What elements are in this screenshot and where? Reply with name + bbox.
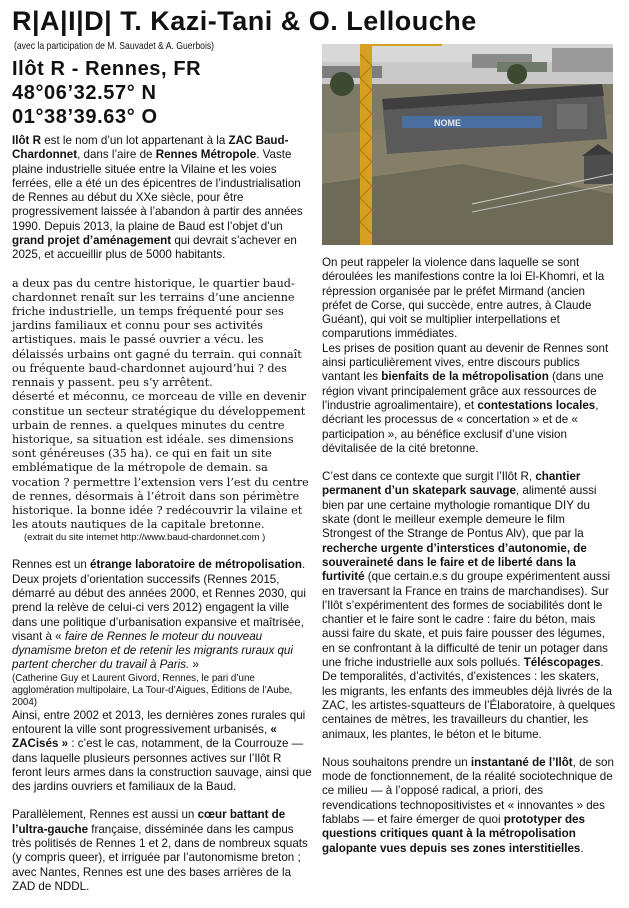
citation: (Catherine Guy et Laurent Givord, Rennes, le pari d’une agglomération multipolaire, La Tour-d’Aigues, Éditions de l’Aube, 2004)	[12, 672, 293, 708]
left-column	[12, 134, 312, 908]
website-quote	[12, 277, 312, 545]
quote-source: (extrait du site internet http://www.baud-chardonnet.com )	[24, 532, 266, 544]
intro-paragraph: Ilôt R est le nom d’un lot appartenant à la ZAC Baud-Chardonnet, dans l’aire de Rennes Métropole. Vaste plaine industrielle située entre la Vilaine et les voies ferrées, elle a été un des épicentres de l’industrialisation de Rennes au début du XXe siècle, pour être progressivement laissée à l’abandon à partir des années 1990. Depuis 2013, la plaine de Baud est l’objet d’un grand projet d’aménagement qui devrait s’achever en 2025, et accueillir plus de 5000 habitants.	[12, 134, 303, 262]
quote-paragraph-1: a deux pas du centre historique, le quartier baud-chardonnet renaît sur les terrains d’une ancienne friche industrielle, un temps fréquenté pour ses jardins familiaux et connu pour ses activités artistiques. mais le passé ouvrier a vécu. les délaissés urbains ont gagné du terrain. qui connaît ou fréquente baud-chardonnet aujourd’hui ? des rennais y passent. peu s’y arrêtent.	[12, 276, 302, 390]
site-photo	[322, 44, 613, 245]
positions-paragraph: Les prises de position quant au devenir de Rennes sont ainsi particulièrement vives, entre discours publics vantant les bienfaits de la métropolisation (dans une région vivant principalement grâce aux ressources de l’industrie agroalimentaire), et contestations locales, décriant les processus de « concertation » et de « participation », au bénéfice exclusif d’une vision dévitalisée de la cité bretonne.	[322, 341, 609, 455]
document-title: R|A|I|D| T. Kazi-Tani & O. Lellouche	[12, 6, 477, 36]
quote-paragraph-2: déserté et méconnu, ce morceau de ville en devenir constitue un secteur stratégique du développement urbain de rennes. a quelques minutes du centre historique, sa situation est idéale. ses dimensions sont généreuses (35 ha). ce qui en fait un site emblématique de la métropole de demain. sa vocation ? permettre l’extension vers l’est du centre de rennes, désormais à l’étroit dans son périmètre historique. la bonne idée ? redécouvrir la vilaine et les atouts nautiques de la capitale bretonne.	[12, 390, 309, 532]
location-name: Ilôt R - Rennes, FR	[12, 58, 202, 80]
longitude: 01°38’39.63° O	[12, 106, 158, 128]
latitude: 48°06’32.57° N	[12, 82, 157, 104]
conclusion-paragraph: Nous souhaitons prendre un instantané de l’Ilôt, de son mode de fonctionnement, de la réalité sociotechnique de ce milieu — à l’opposé radical, a priori, des revendications technopositivistes et « innovantes » des fablabs — et faire émerger de quoi prototyper des questions critiques quant à la métropolisation galopante vues depuis ses zones interstitielles.	[322, 755, 614, 855]
right-column	[322, 256, 617, 870]
ultra-gauche-paragraph: Parallèlement, Rennes est aussi un cœur battant de l’ultra-gauche française, disséminée dans les campus très politisés de Rennes 1 et 2, dans de nombreux squats (y compris queer), et irriguée par l’autonomisme breton ; avec Nantes, Rennes est une des bases arrières de la ZAD de NDDL.	[12, 808, 308, 893]
metropolisation-paragraph: Rennes est un étrange laboratoire de métropolisation. Deux projets d’orientation successifs (Rennes 2015, démarré au début des années 2000, et Rennes 2030, qui prend la relève de celui-ci vers 2012) engagent la ville dans une politique d’urbanisation expansive et maîtrisée, visant à « faire de Rennes le moteur du nouveau dynamisme breton et de retenir les migrants ruraux qui partent chercher du travail à Paris. » (Catherine Guy et Laurent Givord, Rennes, le pari d’une agglomération multipolaire, La Tour-d’Aigues, Éditions de l’Aube, 2004)	[12, 558, 312, 708]
violence-paragraph: On peut rappeler la violence dans laquelle se sont déroulées les manifestions contre la loi El-Khomri, et la répression organisée par le préfet Mirmand (ancien préfet de Corse, qui succède, entre autres, à Claude Guéant), qui voit se multiplier interpellations et comparutions immédiates.	[322, 256, 605, 341]
skatepark-paragraph: C’est dans ce contexte que surgit l’Ilôt R, chantier permanent d’un skatepark sauvage, alimenté aussi bien par une certaine mythologie romantique DIY du skate (dont le meilleur exemple demeure le film Strongest of the Strange de Pontus Alv), que par la recherche urgente d’interstices d’autonomie, de souveraineté dans le faire et de liberté dans la furtivité (que certain.e.s du groupe expérimentent aussi en traversant la France en trains de marchandises). Sur l’Ilôt s’expérimentent des formes de sociabilités dont le chantier et le faire sont le cadre : faire du béton, mais aussi faire du skate, et puis faire pousser des légumes, en se confrontant à la difficulté de tenir un potager dans une friche industrielle aux sols pollués. Téléscopages. De temporalités, d’activités, d’existences : les skaters, les migrants, les enfants des immeubles déjà livrés de la ZAC, les artistes-squatteurs de l’Élaboratoire, à quelques centaines de mètres, les travailleurs du chantier, les animaux, les plantes, le béton et le bitume.	[322, 470, 616, 741]
graffiti-text: NOME	[434, 118, 461, 128]
zac-paragraph: Ainsi, entre 2002 et 2013, les dernières zones rurales qui entourent la ville sont progressivement urbanisés, « ZACisés » : c’est le cas, notamment, de la Courrouze — dans laquelle plusieurs personnes actives sur l’Ilôt R feront leurs armes dans la construction sauvage, ainsi que des jardins ouvriers et familiaux de la Baud.	[12, 708, 312, 794]
document-subtitle: (avec la participation de M. Sauvadet & A. Guerbois)	[14, 40, 215, 52]
